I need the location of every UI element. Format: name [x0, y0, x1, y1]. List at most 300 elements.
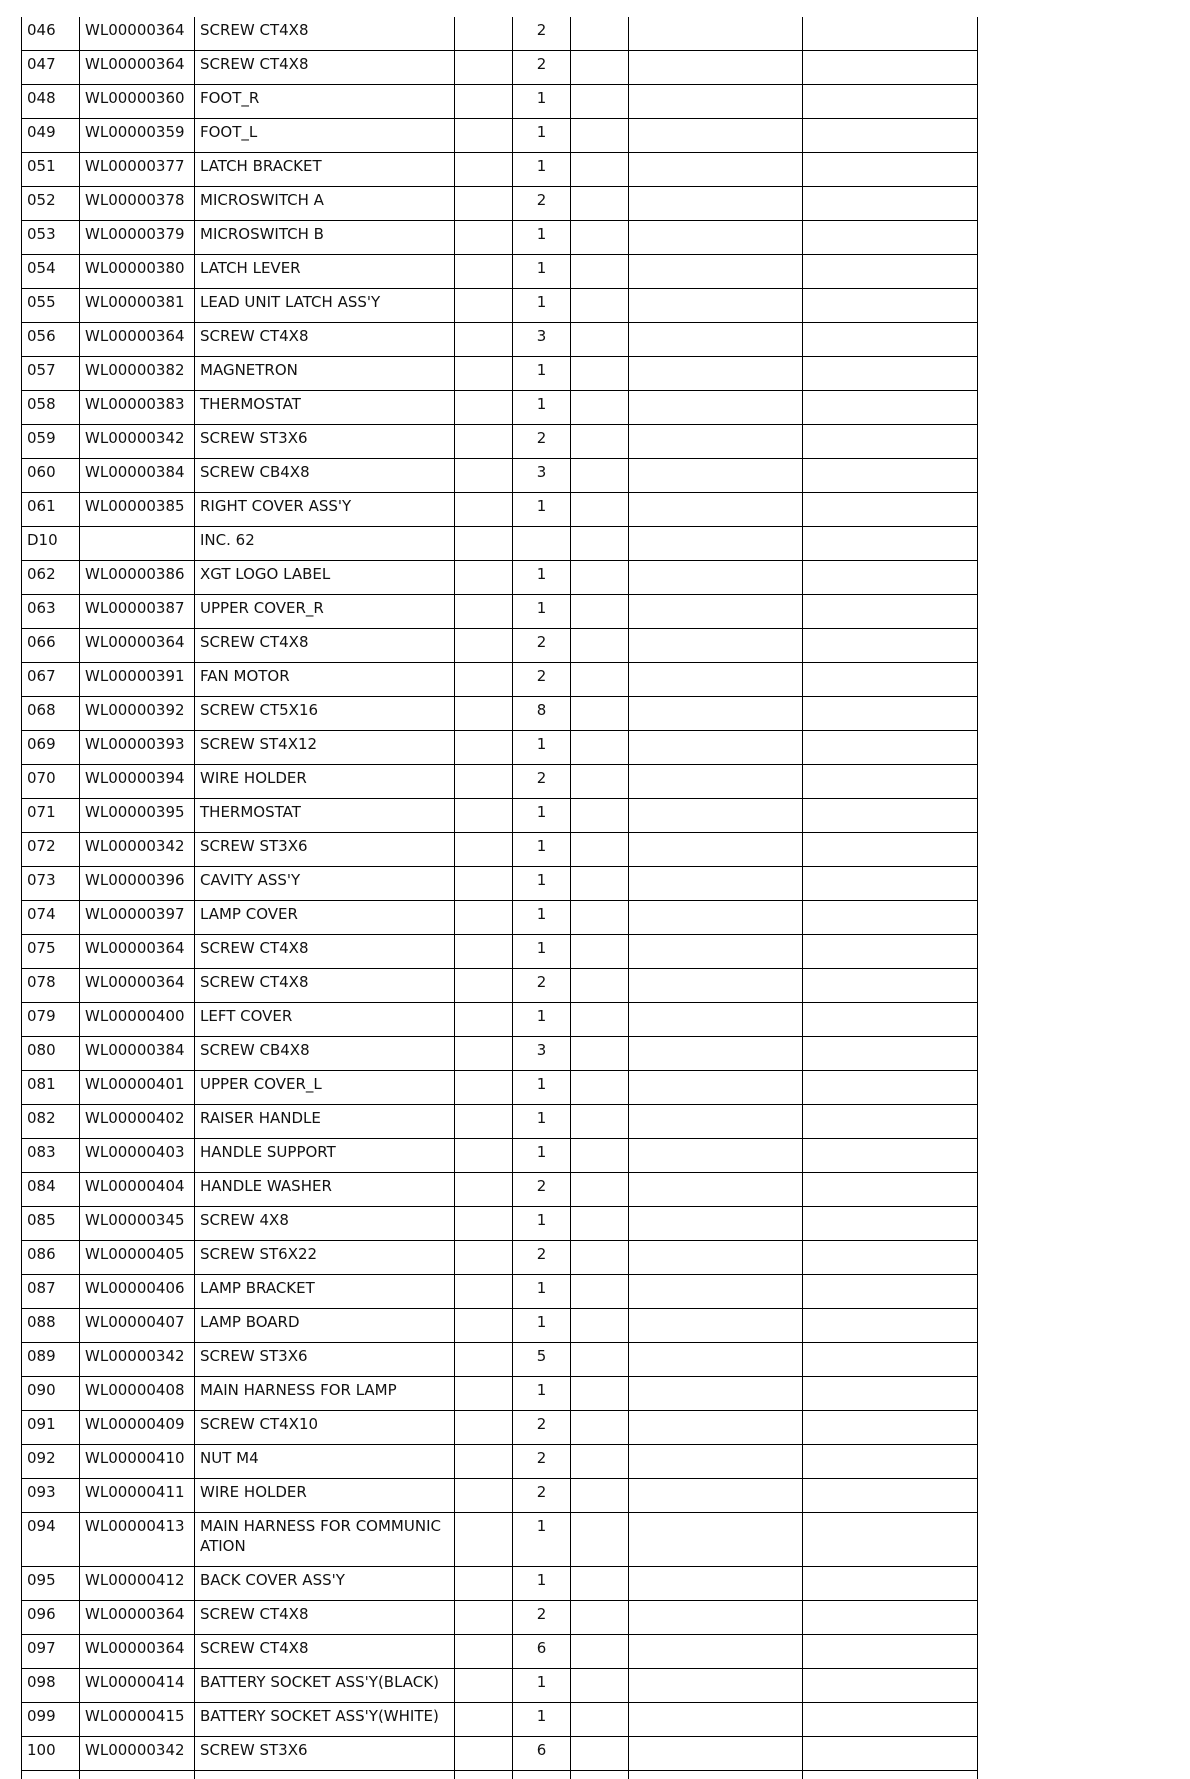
table-row	[22, 1445, 978, 1479]
empty-cell	[803, 1139, 978, 1173]
empty-cell	[455, 425, 513, 459]
empty-cell	[803, 1703, 978, 1737]
description-cell: BACK COVER ASS'Y	[195, 1567, 455, 1601]
empty-cell	[571, 221, 629, 255]
part-code-cell: WL00000364	[80, 935, 195, 969]
item-number-cell: 092	[22, 1445, 80, 1479]
table-row	[22, 1173, 978, 1207]
quantity-cell: 2	[513, 663, 571, 697]
empty-cell	[571, 357, 629, 391]
part-code-cell: WL00000382	[80, 357, 195, 391]
parts-table-body	[22, 17, 978, 1779]
description-cell: SCREW ST3X6	[195, 425, 455, 459]
empty-cell	[803, 867, 978, 901]
empty-cell	[571, 289, 629, 323]
part-code-cell: WL00000410	[80, 1445, 195, 1479]
part-code-cell: WL00000412	[80, 1567, 195, 1601]
empty-cell	[571, 1567, 629, 1601]
part-code-cell: WL00000384	[80, 459, 195, 493]
part-code-cell: WL00000402	[80, 1105, 195, 1139]
empty-cell	[803, 663, 978, 697]
table-row	[22, 833, 978, 867]
item-number-cell: 100	[22, 1737, 80, 1771]
empty-cell	[629, 221, 803, 255]
part-code-cell: WL00000392	[80, 697, 195, 731]
empty-cell	[455, 1479, 513, 1513]
table-row	[22, 697, 978, 731]
part-code-cell: WL00000405	[80, 1241, 195, 1275]
item-number-cell: 082	[22, 1105, 80, 1139]
empty-cell	[803, 51, 978, 85]
empty-cell	[455, 1703, 513, 1737]
part-code-cell: WL00000415	[80, 1703, 195, 1737]
item-number-cell: 087	[22, 1275, 80, 1309]
table-row	[22, 663, 978, 697]
empty-cell	[571, 119, 629, 153]
description-cell: SCREW ST6X22	[195, 1241, 455, 1275]
item-number-cell: 097	[22, 1635, 80, 1669]
item-number-cell: 094	[22, 1513, 80, 1567]
item-number-cell: 053	[22, 221, 80, 255]
empty-cell	[803, 221, 978, 255]
quantity-cell: 1	[513, 901, 571, 935]
empty-cell	[455, 1309, 513, 1343]
item-number-cell: 047	[22, 51, 80, 85]
empty-cell	[571, 323, 629, 357]
empty-cell	[455, 187, 513, 221]
part-code-cell: WL00000408	[80, 1377, 195, 1411]
description-cell: SCREW ST3X6	[195, 1737, 455, 1771]
table-row	[22, 1703, 978, 1737]
item-number-cell: 072	[22, 833, 80, 867]
item-number-cell: 078	[22, 969, 80, 1003]
part-code-cell: WL00000384	[80, 1037, 195, 1071]
empty-cell	[455, 527, 513, 561]
table-row	[22, 357, 978, 391]
empty-cell	[571, 663, 629, 697]
empty-cell	[455, 391, 513, 425]
empty-cell	[629, 357, 803, 391]
part-code-cell: WL00000387	[80, 595, 195, 629]
table-row	[22, 153, 978, 187]
quantity-cell	[513, 527, 571, 561]
empty-cell	[571, 1601, 629, 1635]
table-row	[22, 221, 978, 255]
empty-cell	[803, 1071, 978, 1105]
part-code-cell: WL00000380	[80, 255, 195, 289]
table-row	[22, 425, 978, 459]
description-cell: MICROSWITCH B	[195, 221, 455, 255]
empty-cell	[455, 153, 513, 187]
empty-cell	[629, 1445, 803, 1479]
empty-cell	[803, 1635, 978, 1669]
item-number-cell: 070	[22, 765, 80, 799]
empty-cell	[803, 1377, 978, 1411]
empty-cell	[803, 629, 978, 663]
description-cell: MAIN HARNESS FOR COMMUNICATION	[195, 1513, 455, 1567]
table-row-partial	[22, 1771, 978, 1779]
table-row	[22, 1411, 978, 1445]
empty-cell	[455, 1207, 513, 1241]
empty-cell	[803, 391, 978, 425]
empty-cell	[629, 969, 803, 1003]
empty-cell	[571, 85, 629, 119]
empty-cell	[629, 1003, 803, 1037]
part-code-cell: WL00000396	[80, 867, 195, 901]
empty-cell	[455, 969, 513, 1003]
empty-cell	[803, 1275, 978, 1309]
description-cell: BATTERY SOCKET ASS'Y(BLACK)	[195, 1669, 455, 1703]
part-code-cell: WL00000414	[80, 1669, 195, 1703]
empty-cell	[803, 1037, 978, 1071]
table-row	[22, 731, 978, 765]
item-number-cell: 081	[22, 1071, 80, 1105]
empty-cell	[571, 187, 629, 221]
table-row	[22, 1071, 978, 1105]
table-row	[22, 1479, 978, 1513]
description-cell: NUT M4	[195, 1445, 455, 1479]
description-cell: FOOT_L	[195, 119, 455, 153]
empty-cell	[803, 731, 978, 765]
empty-cell	[803, 1343, 978, 1377]
empty-cell	[455, 1601, 513, 1635]
empty-cell	[571, 1703, 629, 1737]
part-code-cell: WL00000364	[80, 323, 195, 357]
item-number-cell: 086	[22, 1241, 80, 1275]
table-row	[22, 1003, 978, 1037]
empty-cell	[571, 901, 629, 935]
quantity-cell: 2	[513, 1479, 571, 1513]
empty-cell	[803, 119, 978, 153]
item-number-cell: 060	[22, 459, 80, 493]
quantity-cell: 1	[513, 833, 571, 867]
empty-cell	[803, 459, 978, 493]
quantity-cell: 1	[513, 221, 571, 255]
empty-cell	[455, 1139, 513, 1173]
empty-cell	[455, 935, 513, 969]
description-cell: BATTERY SOCKET ASS'Y(WHITE)	[195, 1703, 455, 1737]
empty-cell	[803, 935, 978, 969]
empty-cell	[455, 697, 513, 731]
empty-cell	[629, 51, 803, 85]
table-row	[22, 119, 978, 153]
empty-cell	[629, 1343, 803, 1377]
empty-cell	[629, 1771, 803, 1779]
empty-cell	[571, 799, 629, 833]
table-row	[22, 85, 978, 119]
part-code-cell: WL00000364	[80, 51, 195, 85]
quantity-cell: 1	[513, 1377, 571, 1411]
table-row	[22, 867, 978, 901]
empty-cell	[629, 1377, 803, 1411]
empty-cell	[455, 357, 513, 391]
quantity-cell: 1	[513, 1139, 571, 1173]
empty-cell	[629, 629, 803, 663]
description-cell: SCREW CT4X8	[195, 969, 455, 1003]
empty-cell	[629, 17, 803, 51]
quantity-cell: 1	[513, 799, 571, 833]
description-cell: SCREW CB4X8	[195, 459, 455, 493]
description-cell: UPPER COVER_R	[195, 595, 455, 629]
quantity-cell: 3	[513, 1037, 571, 1071]
empty-cell	[571, 51, 629, 85]
empty-cell	[629, 1737, 803, 1771]
item-number-cell: 095	[22, 1567, 80, 1601]
quantity-cell: 1	[513, 1071, 571, 1105]
table-row	[22, 459, 978, 493]
description-cell: RAISER HANDLE	[195, 1105, 455, 1139]
item-number-cell: 068	[22, 697, 80, 731]
description-cell: WIRE HOLDER	[195, 1479, 455, 1513]
quantity-cell: 1	[513, 731, 571, 765]
empty-cell	[629, 459, 803, 493]
empty-cell	[803, 1771, 978, 1779]
item-number-cell: 069	[22, 731, 80, 765]
item-number-cell: 046	[22, 17, 80, 51]
quantity-cell: 1	[513, 1703, 571, 1737]
empty-cell	[803, 1207, 978, 1241]
empty-cell	[455, 1669, 513, 1703]
empty-cell	[629, 1275, 803, 1309]
empty-cell	[455, 1377, 513, 1411]
quantity-cell: 2	[513, 1173, 571, 1207]
empty-cell	[629, 289, 803, 323]
description-cell: UPPER COVER_L	[195, 1071, 455, 1105]
quantity-cell: 1	[513, 493, 571, 527]
table-row	[22, 935, 978, 969]
empty-cell	[455, 1343, 513, 1377]
description-cell: SCREW 4X8	[195, 1207, 455, 1241]
empty-cell	[803, 17, 978, 51]
empty-cell	[803, 595, 978, 629]
quantity-cell: 1	[513, 153, 571, 187]
part-code-cell: WL00000409	[80, 1411, 195, 1445]
part-code-cell: WL00000394	[80, 765, 195, 799]
empty-cell	[571, 459, 629, 493]
empty-cell	[571, 1003, 629, 1037]
description-cell: SCREW ST4X12	[195, 731, 455, 765]
empty-cell	[455, 1037, 513, 1071]
empty-cell	[80, 1771, 195, 1779]
part-code-cell: WL00000342	[80, 1343, 195, 1377]
part-code-cell: WL00000364	[80, 17, 195, 51]
item-number-cell: 098	[22, 1669, 80, 1703]
empty-cell	[629, 765, 803, 799]
table-row	[22, 1139, 978, 1173]
empty-cell	[629, 527, 803, 561]
empty-cell	[455, 17, 513, 51]
description-cell: LATCH BRACKET	[195, 153, 455, 187]
quantity-cell: 5	[513, 1343, 571, 1377]
quantity-cell: 2	[513, 629, 571, 663]
empty-cell	[455, 1411, 513, 1445]
table-row	[22, 1207, 978, 1241]
quantity-cell: 2	[513, 1445, 571, 1479]
empty-cell	[22, 1771, 80, 1779]
empty-cell	[455, 1771, 513, 1779]
empty-cell	[803, 969, 978, 1003]
empty-cell	[455, 85, 513, 119]
empty-cell	[803, 1513, 978, 1567]
description-cell: MAGNETRON	[195, 357, 455, 391]
empty-cell	[803, 527, 978, 561]
empty-cell	[571, 629, 629, 663]
item-number-cell: 058	[22, 391, 80, 425]
empty-cell	[571, 595, 629, 629]
quantity-cell: 1	[513, 85, 571, 119]
empty-cell	[803, 833, 978, 867]
item-number-cell: 073	[22, 867, 80, 901]
item-number-cell: 083	[22, 1139, 80, 1173]
item-number-cell: 093	[22, 1479, 80, 1513]
empty-cell	[803, 697, 978, 731]
empty-cell	[455, 561, 513, 595]
table-row	[22, 255, 978, 289]
part-code-cell: WL00000406	[80, 1275, 195, 1309]
empty-cell	[571, 1377, 629, 1411]
empty-cell	[803, 187, 978, 221]
empty-cell	[629, 833, 803, 867]
empty-cell	[455, 901, 513, 935]
empty-cell	[629, 1241, 803, 1275]
quantity-cell: 1	[513, 1105, 571, 1139]
quantity-cell: 2	[513, 1601, 571, 1635]
item-number-cell: 059	[22, 425, 80, 459]
item-number-cell: 061	[22, 493, 80, 527]
item-number-cell: 085	[22, 1207, 80, 1241]
table-row	[22, 493, 978, 527]
empty-cell	[455, 1071, 513, 1105]
empty-cell	[571, 1173, 629, 1207]
description-cell: FAN MOTOR	[195, 663, 455, 697]
item-number-cell: 088	[22, 1309, 80, 1343]
empty-cell	[455, 221, 513, 255]
empty-cell	[571, 697, 629, 731]
empty-cell	[195, 1771, 455, 1779]
quantity-cell: 1	[513, 561, 571, 595]
table-row	[22, 1737, 978, 1771]
empty-cell	[455, 323, 513, 357]
description-cell: HANDLE SUPPORT	[195, 1139, 455, 1173]
empty-cell	[629, 1703, 803, 1737]
empty-cell	[629, 1071, 803, 1105]
empty-cell	[513, 1771, 571, 1779]
empty-cell	[455, 1173, 513, 1207]
empty-cell	[803, 493, 978, 527]
empty-cell	[629, 1105, 803, 1139]
table-row	[22, 391, 978, 425]
table-row	[22, 1241, 978, 1275]
part-code-cell: WL00000386	[80, 561, 195, 595]
description-cell: SCREW CT4X8	[195, 51, 455, 85]
empty-cell	[803, 1737, 978, 1771]
part-code-cell: WL00000345	[80, 1207, 195, 1241]
empty-cell	[803, 1445, 978, 1479]
empty-cell	[455, 1241, 513, 1275]
empty-cell	[455, 1635, 513, 1669]
part-code-cell: WL00000391	[80, 663, 195, 697]
empty-cell	[803, 425, 978, 459]
item-number-cell: 054	[22, 255, 80, 289]
part-code-cell: WL00000377	[80, 153, 195, 187]
description-cell: THERMOSTAT	[195, 391, 455, 425]
item-number-cell: 099	[22, 1703, 80, 1737]
item-number-cell: 063	[22, 595, 80, 629]
description-cell: LAMP BRACKET	[195, 1275, 455, 1309]
description-cell: SCREW CB4X8	[195, 1037, 455, 1071]
empty-cell	[455, 1737, 513, 1771]
table-row	[22, 323, 978, 357]
empty-cell	[803, 1309, 978, 1343]
table-row	[22, 1567, 978, 1601]
description-cell: SCREW CT5X16	[195, 697, 455, 731]
part-code-cell: WL00000364	[80, 629, 195, 663]
part-code-cell: WL00000359	[80, 119, 195, 153]
empty-cell	[455, 1513, 513, 1567]
empty-cell	[455, 799, 513, 833]
empty-cell	[803, 1003, 978, 1037]
item-number-cell: 048	[22, 85, 80, 119]
empty-cell	[455, 765, 513, 799]
empty-cell	[629, 1207, 803, 1241]
table-row	[22, 595, 978, 629]
empty-cell	[571, 391, 629, 425]
empty-cell	[571, 493, 629, 527]
part-code-cell: WL00000360	[80, 85, 195, 119]
empty-cell	[629, 85, 803, 119]
item-number-cell: 052	[22, 187, 80, 221]
empty-cell	[455, 629, 513, 663]
quantity-cell: 1	[513, 289, 571, 323]
empty-cell	[455, 867, 513, 901]
description-cell: FOOT_R	[195, 85, 455, 119]
empty-cell	[629, 595, 803, 629]
empty-cell	[455, 595, 513, 629]
quantity-cell: 2	[513, 17, 571, 51]
empty-cell	[455, 1445, 513, 1479]
description-cell: LEAD UNIT LATCH ASS'Y	[195, 289, 455, 323]
table-row	[22, 1669, 978, 1703]
quantity-cell: 6	[513, 1737, 571, 1771]
item-number-cell: 075	[22, 935, 80, 969]
quantity-cell: 1	[513, 595, 571, 629]
table-row	[22, 1343, 978, 1377]
description-cell: SCREW CT4X8	[195, 935, 455, 969]
description-cell: THERMOSTAT	[195, 799, 455, 833]
table-row	[22, 1037, 978, 1071]
empty-cell	[571, 561, 629, 595]
table-row	[22, 561, 978, 595]
empty-cell	[629, 1139, 803, 1173]
empty-cell	[571, 153, 629, 187]
empty-cell	[629, 663, 803, 697]
table-row	[22, 1105, 978, 1139]
empty-cell	[455, 1567, 513, 1601]
empty-cell	[455, 1105, 513, 1139]
item-number-cell: 051	[22, 153, 80, 187]
empty-cell	[629, 935, 803, 969]
empty-cell	[455, 1003, 513, 1037]
item-number-cell: 089	[22, 1343, 80, 1377]
quantity-cell: 1	[513, 391, 571, 425]
empty-cell	[629, 391, 803, 425]
part-code-cell: WL00000364	[80, 1635, 195, 1669]
table-row	[22, 765, 978, 799]
description-cell: SCREW CT4X8	[195, 629, 455, 663]
quantity-cell: 1	[513, 1669, 571, 1703]
part-code-cell: WL00000397	[80, 901, 195, 935]
empty-cell	[571, 255, 629, 289]
